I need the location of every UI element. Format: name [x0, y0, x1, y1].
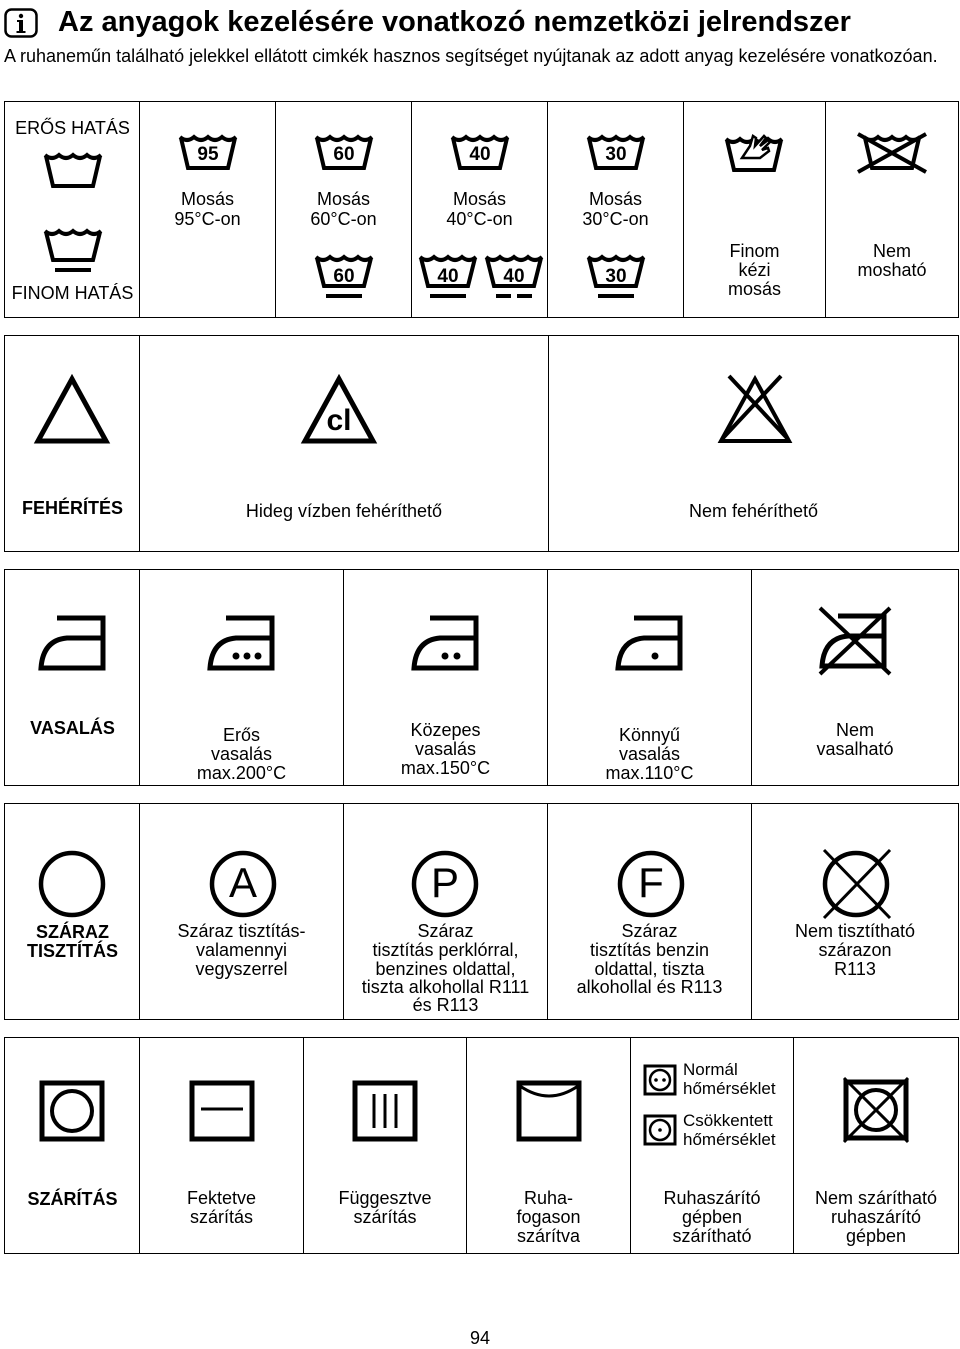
ironing-label: VASALÁS	[30, 718, 115, 738]
no-tumble-dry-icon	[840, 1076, 912, 1144]
hand-wash-cell	[684, 102, 826, 318]
washing-label-cell	[5, 102, 140, 318]
gentle-effect-label: FINOM HATÁS	[11, 283, 134, 303]
dry-clean-p-cell	[344, 804, 548, 1020]
strong-effect-label: ERŐS HATÁS	[15, 118, 130, 138]
wash-60-gentle-number: 60	[333, 266, 355, 287]
no-dry-clean-icon	[818, 846, 894, 922]
tumble-dry-reduced-icon	[643, 1114, 677, 1146]
dry-clean-a-caption-2: valamennyi	[195, 940, 288, 960]
iron-light-cell	[548, 570, 752, 786]
wash-95-cell	[140, 102, 276, 318]
dry-clean-f-caption-3: oldattal, tiszta	[594, 959, 705, 979]
drycleaning-label-1: SZÁRAZ	[36, 922, 109, 942]
dry-clean-p-letter: P	[430, 859, 459, 906]
tumble-dry-cell	[631, 1038, 794, 1254]
no-dry-clean-caption-2: szárazon	[818, 940, 892, 960]
dry-hang-caption-1: Függesztve	[338, 1188, 432, 1208]
no-dry-clean-caption-1: Nem tisztítható	[794, 921, 916, 941]
iron-icon	[37, 612, 107, 672]
dry-flat-caption-1: Fektetve	[186, 1188, 257, 1208]
bleaching-label: FEHÉRÍTÉS	[21, 498, 123, 518]
line-dry-icon	[516, 1080, 582, 1142]
iron-light-caption-3: max.110°C	[605, 763, 694, 783]
wash-95-caption-1: Mosás	[180, 189, 234, 209]
drycleaning-label-2: TISZTÍTÁS	[27, 941, 118, 961]
info-icon	[4, 8, 38, 38]
bleaching-table	[4, 335, 959, 552]
tumble-dry-caption-1: Ruhaszárító	[663, 1188, 761, 1208]
iron-strong-caption-3: max.200°C	[196, 763, 287, 783]
wash-40-caption-2: 40°C-on	[446, 209, 513, 229]
tumble-normal-label-1: Normál	[683, 1060, 738, 1079]
drying-label-cell	[5, 1038, 140, 1254]
iron-three-dots-icon	[206, 612, 276, 672]
wash-60-caption-2: 60°C-on	[310, 209, 377, 229]
wash-60-number: 60	[333, 144, 355, 165]
no-dry-clean-caption-3: R113	[834, 959, 876, 979]
dry-clean-f-cell	[548, 804, 752, 1020]
line-dry-caption-1: Ruha-	[523, 1188, 574, 1208]
iron-light-caption-1: Könnyű	[618, 725, 681, 745]
page-number: 94	[469, 1328, 491, 1348]
wash-60-cell	[276, 102, 412, 318]
bleach-triangle-icon	[33, 374, 111, 446]
wash-95-caption-2: 95°C-on	[174, 209, 241, 229]
bleach-cold-caption: Hideg vízben fehéríthető	[245, 501, 443, 521]
no-iron-caption-2: vasalható	[816, 739, 894, 759]
iron-one-dot-icon	[614, 612, 684, 672]
dry-clean-p-caption-4: tiszta alkohollal R111	[361, 977, 530, 997]
wash-40-caption-1: Mosás	[452, 189, 506, 209]
dry-clean-a-caption-1: Száraz tisztítás-	[177, 921, 306, 941]
no-wash-caption-1: Nem	[872, 241, 911, 261]
iron-medium-caption-2: vasalás	[414, 739, 477, 759]
tumble-dry-caption-3: szárítható	[672, 1226, 752, 1246]
no-bleach-caption: Nem fehéríthető	[688, 501, 819, 521]
dry-clean-circle-icon	[37, 849, 107, 919]
tumble-dry-icon	[39, 1080, 105, 1142]
hand-wash-caption-3: mosás	[727, 279, 781, 299]
iron-strong-cell	[140, 570, 344, 786]
bleaching-label-cell	[5, 336, 140, 552]
iron-medium-caption-1: Közepes	[410, 720, 481, 740]
no-wash-caption-2: mosható	[857, 260, 927, 280]
drip-dry-icon	[352, 1080, 418, 1142]
dry-clean-a-letter: A	[228, 859, 257, 906]
wash-40-very-gentle-number: 40	[503, 266, 525, 287]
tumble-reduced-label-1: Csökkentett	[683, 1111, 773, 1130]
bleach-no-cell	[549, 336, 959, 552]
no-iron-cell	[752, 570, 959, 786]
dry-clean-p-caption-1: Száraz	[417, 921, 474, 941]
wash-30-caption-2: 30°C-on	[582, 209, 649, 229]
hand-wash-caption-1: Finom	[729, 241, 780, 261]
no-iron-caption-1: Nem	[835, 720, 874, 740]
iron-strong-caption-1: Erős	[222, 725, 260, 745]
line-dry-caption-3: szárítva	[516, 1226, 581, 1246]
dry-clean-a-cell	[140, 804, 344, 1020]
line-dry-caption-2: fogason	[516, 1207, 581, 1227]
tumble-dry-normal-icon	[643, 1064, 677, 1096]
dry-clean-f-caption-4: alkohollal és R113	[576, 977, 723, 997]
washtub-icon	[43, 150, 103, 192]
tumble-dry-caption-2: gépben	[681, 1207, 743, 1227]
no-bleach-icon	[715, 372, 795, 446]
wash-40-gentle-number: 40	[437, 266, 459, 287]
no-tumble-caption-2: ruhaszárító	[830, 1207, 922, 1227]
tumble-reduced-label-2: hőmérséklet	[683, 1130, 776, 1149]
drying-label: SZÁRÍTÁS	[27, 1189, 118, 1209]
dry-flat-caption-2: szárítás	[189, 1207, 254, 1227]
ironing-table	[4, 569, 959, 786]
dry-clean-f-caption-1: Száraz	[621, 921, 678, 941]
no-wash-cell	[826, 102, 959, 318]
drying-table	[4, 1037, 959, 1254]
dry-clean-p-caption-2: tisztítás perklórral,	[372, 940, 519, 960]
dry-clean-f-caption-2: tisztítás benzin	[589, 940, 710, 960]
ironing-label-cell	[5, 570, 140, 786]
iron-medium-caption-3: max.150°C	[400, 758, 491, 778]
dry-hang-caption-2: szárítás	[353, 1207, 417, 1227]
dry-clean-f-letter: F	[638, 859, 664, 906]
wash-40-number: 40	[469, 144, 491, 165]
iron-strong-caption-2: vasalás	[210, 744, 273, 764]
hand-wash-caption-2: kézi	[738, 260, 771, 280]
no-wash-icon	[854, 132, 930, 174]
bleach-cl-text: cl	[326, 404, 352, 437]
wash-30-number: 30	[605, 144, 627, 165]
page-subtitle: A ruhaneműn található jelekkel ellátott cimkék hasznos segítséget nyújtanak az adott anyag kezelésére vonatkozóan.	[4, 46, 938, 66]
hand-wash-icon	[724, 128, 786, 176]
iron-light-caption-2: vasalás	[618, 744, 681, 764]
wash-95-number: 95	[197, 144, 219, 165]
wash-60-caption-1: Mosás	[316, 189, 370, 209]
washtub-gentle-icon	[43, 226, 103, 274]
wash-30-gentle-number: 30	[605, 266, 627, 287]
iron-medium-cell	[344, 570, 548, 786]
wash-30-cell	[548, 102, 684, 318]
wash-40-cell	[412, 102, 548, 318]
dry-clean-p-caption-5: és R113	[412, 995, 479, 1015]
wash-30-caption-1: Mosás	[588, 189, 642, 209]
iron-two-dots-icon	[410, 612, 480, 672]
bleach-cold-cell	[140, 336, 549, 552]
dry-flat-icon	[189, 1080, 255, 1142]
no-tumble-dry-cell	[794, 1038, 959, 1254]
no-tumble-caption-3: gépben	[845, 1226, 907, 1246]
no-iron-icon	[814, 604, 894, 678]
dry-flat-cell	[140, 1038, 304, 1254]
no-dry-clean-cell	[752, 804, 959, 1020]
drycleaning-table	[4, 803, 959, 1020]
no-tumble-caption-1: Nem szárítható	[814, 1188, 938, 1208]
line-dry-cell	[467, 1038, 631, 1254]
page-title: Az anyagok kezelésére vonatkozó nemzetközi jelrendszer	[58, 6, 851, 38]
dry-clean-p-caption-3: benzines oldattal,	[375, 959, 516, 979]
drycleaning-label-cell	[5, 804, 140, 1020]
tumble-normal-label-2: hőmérséklet	[683, 1079, 776, 1098]
dry-clean-a-caption-3: vegyszerrel	[195, 959, 288, 979]
dry-hang-cell	[304, 1038, 467, 1254]
washing-table	[4, 101, 959, 318]
